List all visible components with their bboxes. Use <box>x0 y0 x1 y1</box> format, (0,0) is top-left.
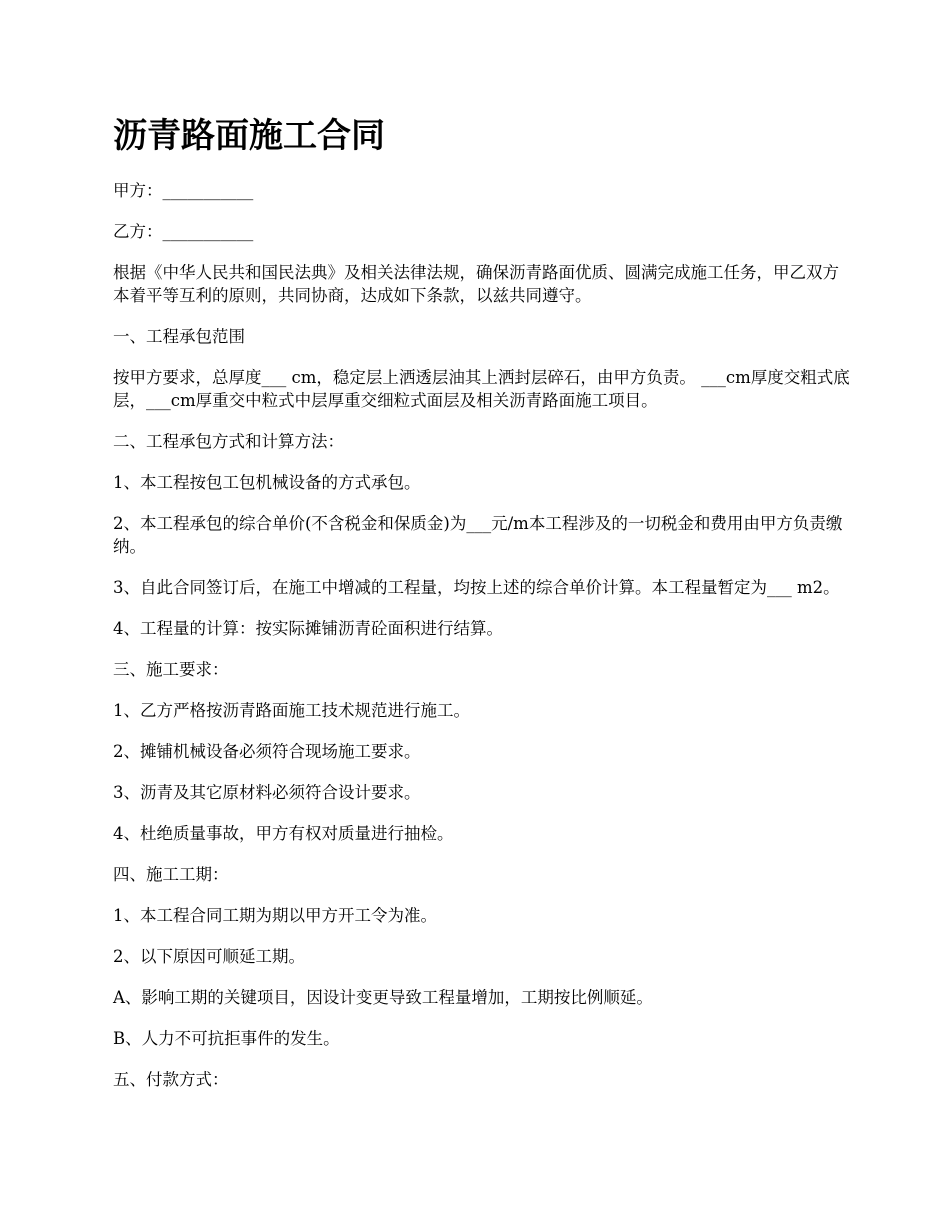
party-a-line: 甲方：___________ <box>113 181 254 200</box>
clause-2-1: 1、本工程按包工包机械设备的方式承包。 <box>113 473 421 492</box>
section-heading-requirements: 三、施工要求： <box>113 660 229 679</box>
clause-3-2: 2、摊铺机械设备必须符合现场施工要求。 <box>113 742 421 761</box>
clause-4-1: 1、本工程合同工期为期以甲方开工令为准。 <box>113 906 437 925</box>
clause-2-2: 2、本工程承包的综合单价(不含税金和保质金)为___元/m本工程涉及的一切税金和费用由甲方负责缴纳。 <box>113 514 843 556</box>
clause-4-a: A、影响工期的关键项目，因设计变更导致工程量增加，工期按比例顺延。 <box>113 988 653 1007</box>
clause-4-2: 2、以下原因可顺延工期。 <box>113 947 305 966</box>
section-heading-scope: 一、工程承包范围 <box>113 327 245 346</box>
document-page <box>113 110 853 1109</box>
section-heading-contract-method: 二、工程承包方式和计算方法： <box>113 432 344 451</box>
section-heading-schedule: 四、施工工期： <box>113 865 229 884</box>
preamble-paragraph: 根据《中华人民共和国民法典》及相关法律法规，确保沥青路面优质、圆满完成施工任务，甲乙双方本着平等互利的原则，共同协商，达成如下条款，以兹共同遵守。 <box>113 263 839 305</box>
clause-3-3: 3、沥青及其它原材料必须符合设计要求。 <box>113 783 421 802</box>
clause-2-4: 4、工程量的计算：按实际摊铺沥青砼面积进行结算。 <box>113 619 503 638</box>
clause-3-1: 1、乙方严格按沥青路面施工技术规范进行施工。 <box>113 701 470 720</box>
clause-2-3: 3、自此合同签订后，在施工中增减的工程量，均按上述的综合单价计算。本工程量暂定为___ m2。 <box>113 578 840 597</box>
party-b-line: 乙方：___________ <box>113 222 254 241</box>
scope-paragraph: 按甲方要求，总厚度___ cm，稳定层上洒透层油其上洒封层碎石，由甲方负责。 ___cm厚度交粗式底层，___cm厚重交中粒式中层厚重交细粒式面层及相关沥青路面施工项目。 <box>113 368 850 410</box>
document-title: 沥青路面施工合同 <box>113 116 385 156</box>
clause-4-b: B、人力不可抗拒事件的发生。 <box>113 1029 340 1048</box>
section-heading-payment: 五、付款方式： <box>113 1070 229 1089</box>
clause-3-4: 4、杜绝质量事故，甲方有权对质量进行抽检。 <box>113 824 454 843</box>
